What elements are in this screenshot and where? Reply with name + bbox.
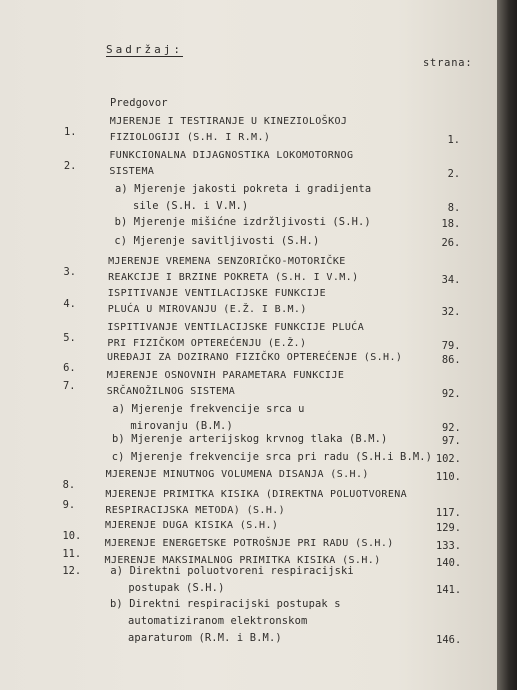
contents-heading: Sadržaj:	[106, 43, 183, 56]
entry-title-line: MJERENJE MINUTNOG VOLUMENA DISANJA (S.H.)	[105, 469, 369, 480]
entry-page-number: 1.	[447, 134, 461, 146]
entry-page-number: 141.	[436, 584, 462, 596]
entry-number: 11.	[62, 548, 82, 560]
entry-page-number: 2.	[447, 168, 461, 180]
page-edge-shadow	[497, 0, 517, 690]
entry-title-line: a) Direktni poluotvoreni respiracijski	[110, 565, 354, 577]
entry-title-line: SISTEMA	[109, 166, 155, 177]
entry-number: 4.	[63, 298, 76, 310]
entry-title-line: MJERENJE OSNOVNIH PARAMETARA FUNKCIJE	[106, 370, 345, 381]
entry-title-line: MJERENJE VREMENA SENZORIČKO-MOTORIČKE	[108, 256, 346, 267]
entry-page-number: 133.	[436, 540, 462, 552]
entry-number: 1.	[63, 126, 77, 138]
entry-title-line: a) Mjerenje jakosti pokreta i gradijenta	[115, 183, 372, 195]
entry-title-line: MJERENJE PRIMITKA KISIKA (DIREKTNA POLUOTVORENA	[105, 489, 408, 500]
entry-title-line: b) Direktni respiracijski postupak s	[110, 598, 341, 610]
entry-page-number: 86.	[441, 354, 461, 366]
entry-title-line: SRČANOŽILNOG SISTEMA	[106, 386, 236, 397]
entry-title-line: FUNKCIONALNA DIJAGNOSTIKA LOKOMOTORNOG	[109, 150, 354, 161]
entry-number: 10.	[62, 530, 82, 542]
entry-number: 9.	[62, 499, 76, 511]
entry-title-line: MJERENJE MAKSIMALNOG PRIMITKA KISIKA (S.H.)	[104, 555, 381, 566]
entry-page-number: 34.	[441, 274, 461, 286]
entry-title-line: a) Mjerenje frekvencije srca u	[112, 403, 305, 415]
entry-title-line: UREĐAJI ZA DOZIRANO FIZIČKO OPTEREĆENJE (S.H.)	[106, 352, 403, 363]
entry-title-line: ISPITIVANJE VENTILACIJSKE FUNKCIJE	[107, 288, 327, 299]
entry-page-number: 102.	[435, 453, 461, 465]
entry-title-line: REAKCIJE I BRZINE POKRETA (S.H. I V.M.)	[108, 272, 359, 283]
entry-title-line: PLUĆA U MIROVANJU (E.Ž. I B.M.)	[107, 304, 307, 315]
entry-title-line: MJERENJE ENERGETSKE POTROŠNJE PRI RADU (S.H.)	[104, 538, 394, 549]
entry-page-number: 129.	[435, 522, 462, 534]
entry-number: 7.	[63, 380, 76, 392]
entry-page-number: 18.	[441, 218, 461, 230]
entry-page-number: 97.	[442, 435, 461, 447]
entry-title-line: aparaturom (R.M. i B.M.)	[128, 632, 282, 644]
entry-number: 2.	[63, 160, 77, 172]
entry-title-line: MJERENJE I TESTIRANJE U KINEZIOLOŠKOJ	[109, 116, 348, 127]
entry-title-line: b) Mjerenje arterijskog krvnog tlaka (B.M.)	[112, 433, 388, 445]
entry-title-line: b) Mjerenje mišićne izdržljivosti (S.H.)	[114, 216, 371, 228]
entry-page-number: 32.	[441, 306, 461, 318]
entry-title-line: mirovanju (B.M.)	[130, 420, 233, 432]
page-column-label: strana:	[423, 57, 473, 69]
entry-title-line: PRI FIZIČKOM OPTEREĆENJU (E.Ž.)	[107, 338, 307, 349]
entry-page-number: 140.	[436, 557, 462, 569]
entry-page-number: 26.	[441, 237, 461, 249]
entry-title-line: ISPITIVANJE VENTILACIJSKE FUNKCIJE PLUĆA	[107, 322, 365, 333]
entry-title-line: sile (S.H. i V.M.)	[133, 200, 249, 212]
entry-page-number: 8.	[447, 202, 461, 214]
entry-title-line: c) Mjerenje frekvencije srca pri radu (S.H.i B.M.)	[111, 451, 433, 463]
preface-entry: Predgovor	[110, 97, 168, 109]
entry-page-number: 92.	[441, 422, 461, 434]
entry-title-line: automatiziranom elektronskom	[128, 615, 308, 627]
entry-title-line: MJERENJE DUGA KISIKA (S.H.)	[104, 520, 279, 531]
entry-title-line: FIZIOLOGIJI (S.H. I R.M.)	[109, 132, 271, 143]
entry-title-line: postupak (S.H.)	[128, 582, 225, 594]
entry-number: 6.	[63, 362, 76, 374]
entry-page-number: 92.	[441, 388, 461, 400]
entry-page-number: 146.	[436, 634, 462, 646]
entry-page-number: 117.	[435, 507, 461, 519]
entry-number: 5.	[63, 332, 76, 344]
entry-page-number: 110.	[435, 471, 461, 483]
entry-number: 8.	[62, 479, 76, 491]
entry-title-line: c) Mjerenje savitljivosti (S.H.)	[114, 235, 320, 247]
entry-title-line: RESPIRACIJSKA METODA) (S.H.)	[105, 505, 286, 516]
entry-number: 3.	[63, 266, 76, 278]
entry-number: 12.	[62, 565, 82, 577]
entry-page-number: 79.	[441, 340, 461, 352]
